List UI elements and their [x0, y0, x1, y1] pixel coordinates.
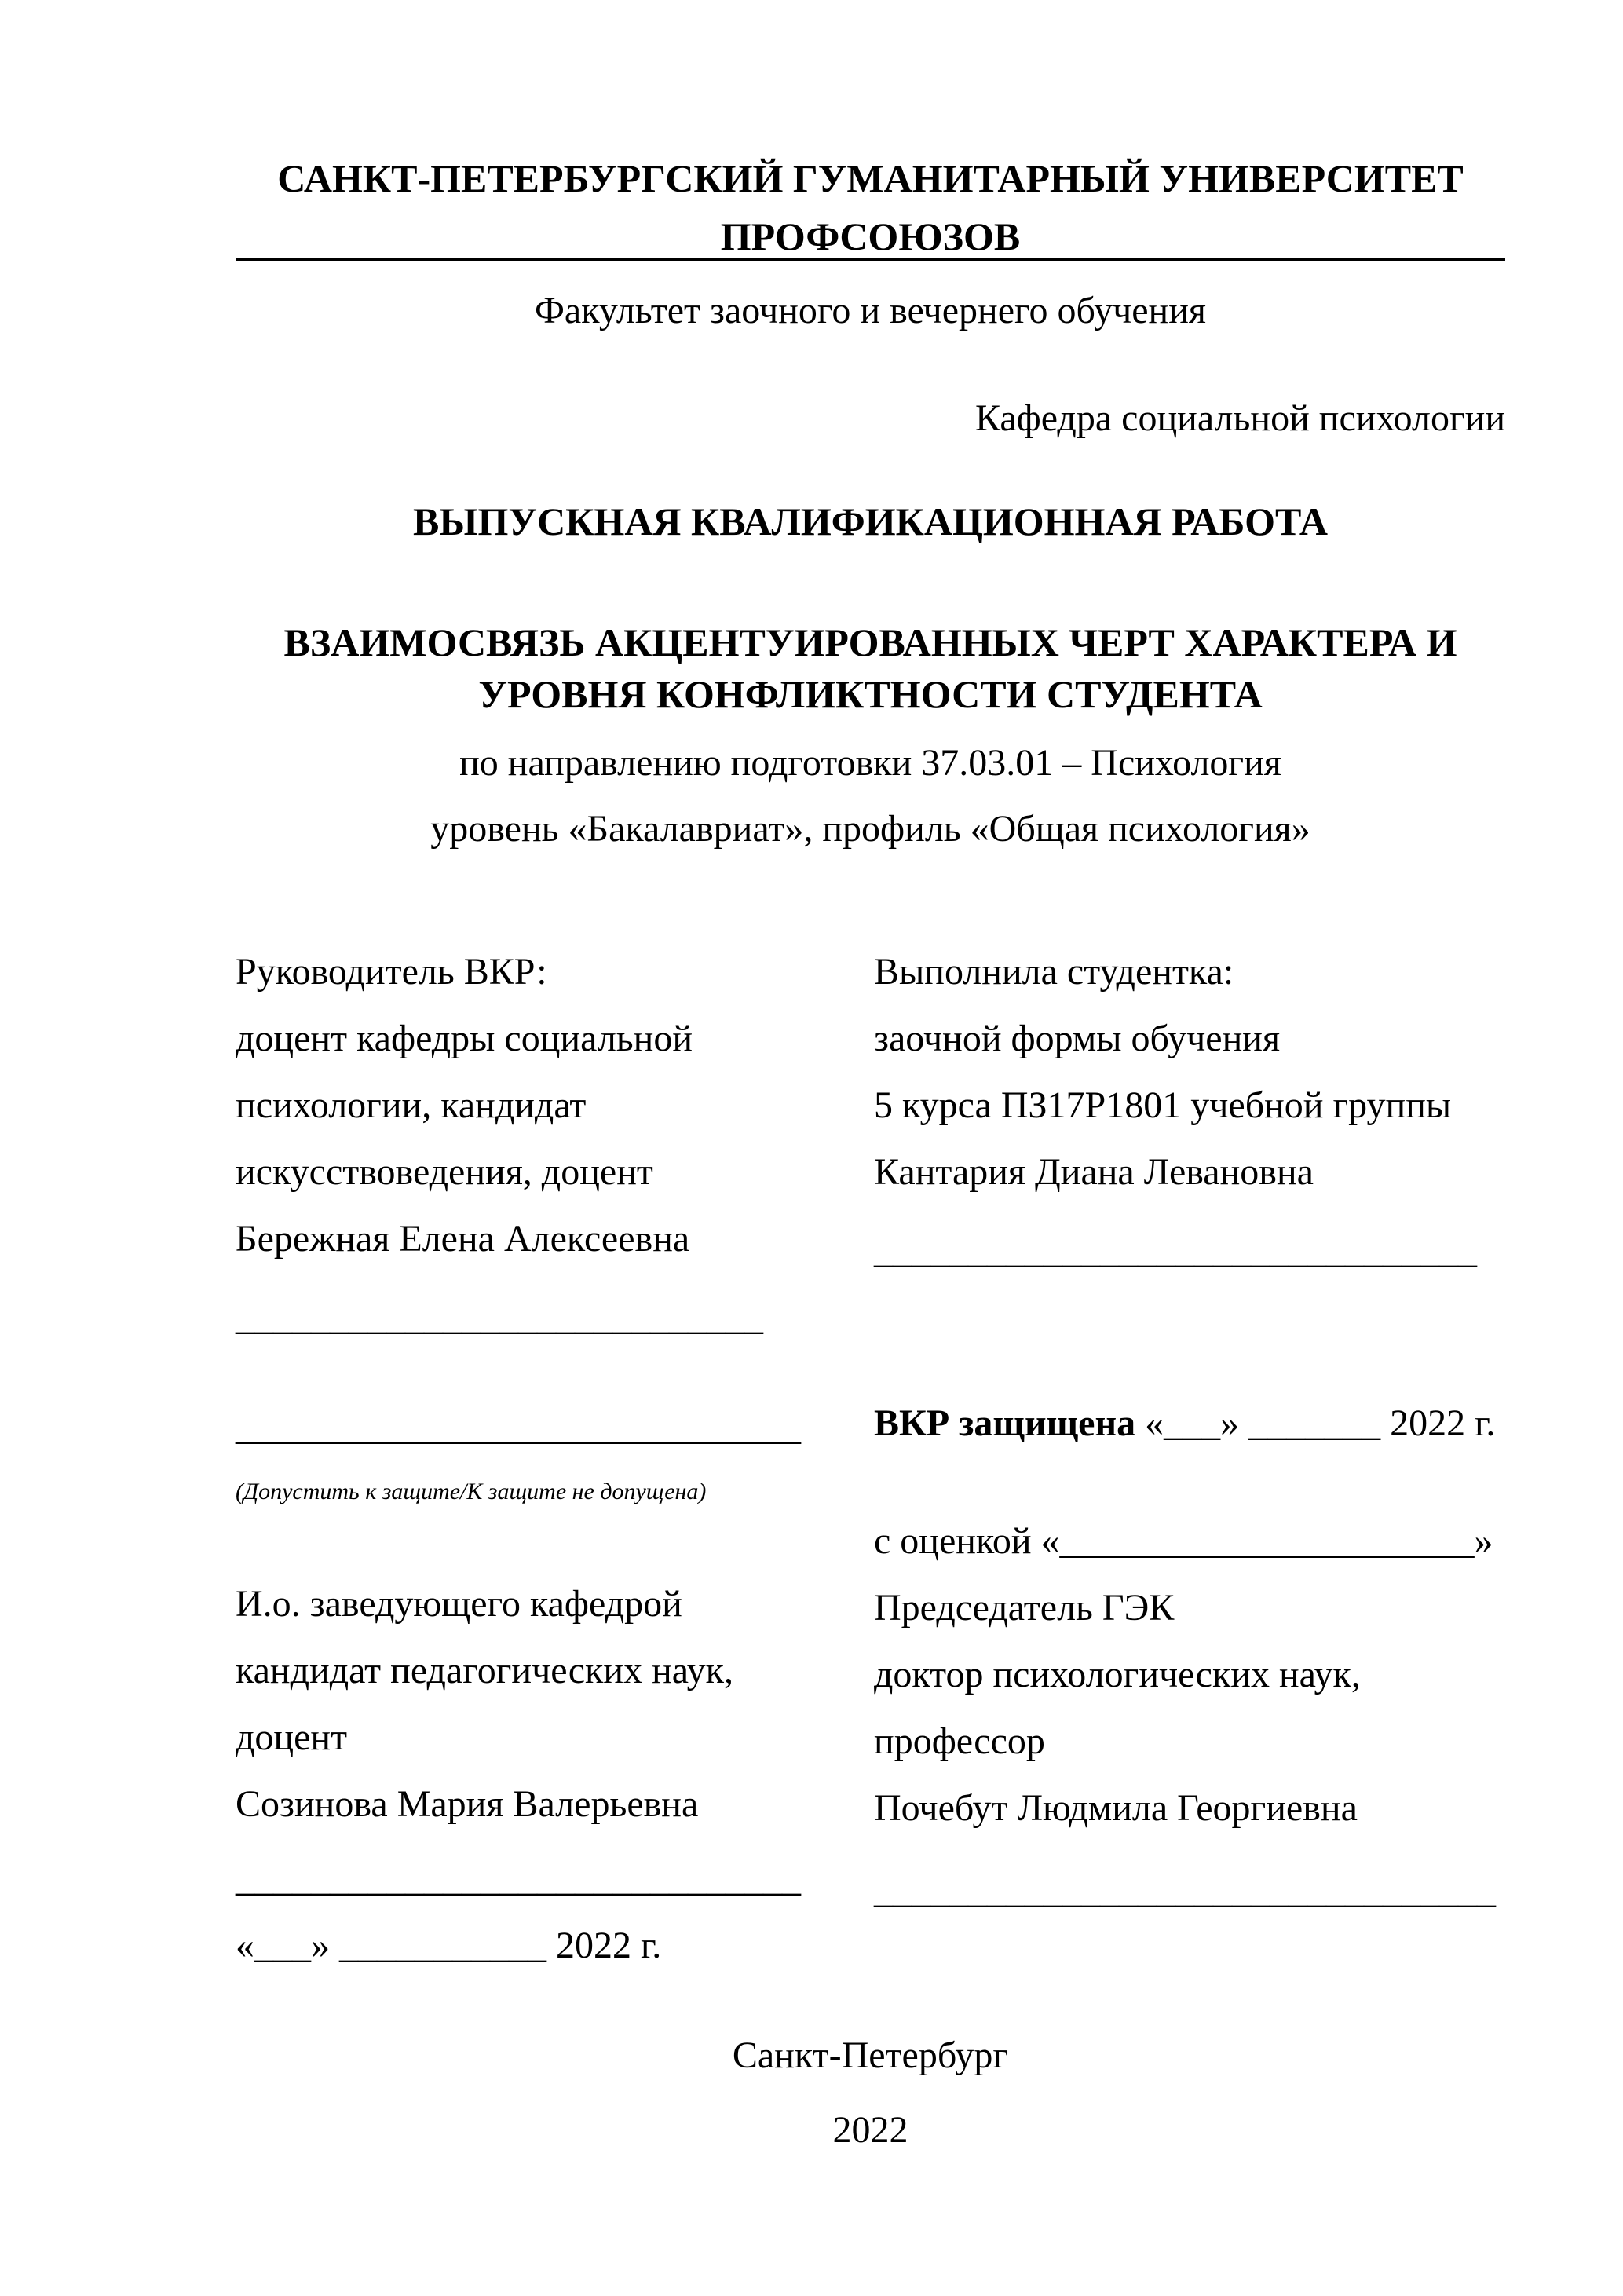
committee-chair-signature-line: _________________________________ [874, 1870, 1496, 1911]
level-line: уровень «Бакалавриат», профиль «Общая психология» [430, 808, 1310, 850]
committee-chair-degree-line: профессор [874, 1720, 1045, 1762]
approval-date-line: «___» ___________ 2022 г. [236, 1925, 662, 1966]
supervisor-label: Руководитель ВКР: [236, 951, 547, 993]
year-line: 2022 [832, 2109, 908, 2151]
university-name-line2: ПРОФСОЮЗОВ [720, 214, 1021, 258]
department-head-name: Созинова Мария Валерьевна [236, 1783, 699, 1825]
program-line: по направлению подготовки 37.03.01 – Психология [459, 742, 1281, 784]
committee-chair-title: Председатель ГЭК [874, 1587, 1175, 1629]
thesis-title-line2: УРОВНЯ КОНФЛИКТНОСТИ СТУДЕНТА [478, 672, 1263, 716]
thesis-title [236, 616, 1505, 720]
student-group-line: 5 курса ПЗ17Р1801 учебной группы [874, 1084, 1452, 1126]
university-header [236, 149, 1505, 265]
supervisor-degree-line: психологии, кандидат [236, 1084, 587, 1126]
student-column [874, 938, 1549, 1924]
defense-date-line [874, 1390, 1549, 1457]
admission-note: (Допустить к защите/К защите не допущена) [236, 1479, 707, 1504]
supervisor-degree-line: доцент кафедры социальной [236, 1018, 693, 1059]
admission-signature-line: ______________________________ [236, 1406, 801, 1448]
grade-line: с оценкой «______________________» [874, 1520, 1493, 1562]
defense-date-blank: «___» _______ 2022 г. [1135, 1402, 1496, 1444]
city-line: Санкт-Петербург [732, 2035, 1009, 2076]
defense-label: ВКР защищена [874, 1402, 1136, 1444]
student-label: Выполнила студентка: [874, 951, 1234, 993]
department-head-degree-line: доцент [236, 1717, 348, 1758]
university-name-line1: САНКТ-ПЕТЕРБУРГСКИЙ ГУМАНИТАРНЫЙ УНИВЕРСИТЕТ [277, 156, 1464, 200]
supervisor-name: Бережная Елена Алексеевна [236, 1218, 690, 1260]
header-divider [236, 258, 1505, 261]
committee-chair-degree-line: доктор психологических наук, [874, 1654, 1361, 1695]
committee-chair-name: Почебут Людмила Георгиевна [874, 1787, 1358, 1829]
thesis-title-line1: ВЗАИМОСВЯЗЬ АКЦЕНТУИРОВАННЫХ ЧЕРТ ХАРАКТЕРА И [283, 620, 1457, 664]
student-info-line: заочной формы обучения [874, 1018, 1281, 1059]
supervisor-signature-line: ____________________________ [236, 1296, 763, 1338]
work-type-heading: ВЫПУСКНАЯ КВАЛИФИКАЦИОННАЯ РАБОТА [413, 499, 1328, 543]
footer [236, 2022, 1505, 2163]
department-head-title: И.о. заведующего кафедрой [236, 1583, 682, 1625]
student-signature-line: ________________________________ [874, 1230, 1477, 1271]
faculty-line: Факультет заочного и вечернего обучения [535, 290, 1206, 331]
department-head-signature-line: ______________________________ [236, 1858, 801, 1899]
student-name: Кантария Диана Левановна [874, 1151, 1314, 1193]
supervisor-column [236, 938, 856, 1979]
department-head-degree-line: кандидат педагогических наук, [236, 1650, 733, 1691]
department-line: Кафедра социальной психологии [974, 397, 1505, 439]
supervisor-degree-line: искусствоведения, доцент [236, 1151, 653, 1193]
